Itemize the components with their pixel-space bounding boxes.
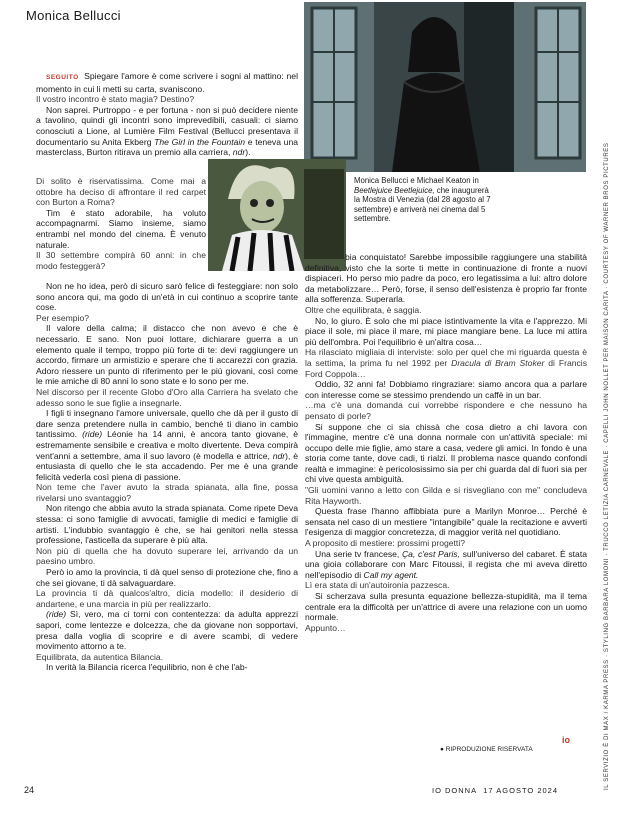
seguito-label: SEGUITO [46,74,79,81]
page-number: 24 [24,785,35,795]
copyright-notice: ● RIPRODUZIONE RISERVATA [440,746,533,753]
page-title: Monica Bellucci [26,8,121,23]
photo-monica-bellucci-illustration [304,2,586,172]
photo-credits: IL SERVIZIO È DI MAX / KARMA PRESS · STYLING BARBARA LOMONI · TRUCCO LETIZIA CARNEVALE · CAPELLI JOHN NOLLET PER MAISON CARITA · COURTESY OF WARNER BROS PICTURES [604,142,610,790]
right-column: bia conquistato! Sarebbe impossibile raggiungere una stabilità definitiva, visto che la sorte ti mette in continuazione di fronte a nuovi dispiaceri. Ho perso mio padre da poco, ero legatissima a lui: altro dolore da metabolizzare… Però, forse, il senso dell'esistenza è proprio far fronte alla sofferenza. Superarla. Oltre che equilibrata, è saggia. No, lo giuro. È solo che mi piace istintivamente la vita e l'apprezzo. Mi piace il sole, mi piace il mare, mi piace mangiare bene. La luce mi attira più dell'ombra. Poi l'equilibrio è un'altra cosa… Ha rilasciato migliaia di interviste: solo per quel che mi riguarda questa è la settima, la prima fu nel 1992 per Dracula di Bram Stoker di Francis Ford Coppola… Oddio, 32 anni fa! Dobbiamo ringraziare: siamo ancora qua a parlare con interesse come se stessimo prendendo un caffè in un bar. …ma c'è una domanda cui vorrebbe rispondere e che nessuno ha pensato di porle? Si suppone che ci sia chissà che cosa dietro a chi lavora con l'immagine, mentre c'è una donna normale con un'attività speciale: mi occupo delle mie figlie, amo stare a casa, vedere gli amici. In fondo è una storia come tante, dove cadi, ti rialzi. Il problema nasce quando confondi realtà e immagine: è pericolosissimo sia per chi guarda dal di fuori sia per chi vive questa ambiguità. "Gli uomini vanno a letto con Gilda e si risvegliano con me" concludeva Rita Hayworth. Questa frase l'hanno affibbiata pure a Marilyn Monroe… Perché è sensata nel caso di un mestiere "intangibile" quale la recitazione e avverti l'esigenza di maggior concretezza, di maggior verità nel quotidiano. A proposito di mestiere: prossimi progetti? Una serie tv francese, Ça, c'est Paris, sull'universo del cabaret. È stata una gioia collaborare con Marc Fitoussi, il regista che mi aveva diretto nell'episodio di Call my agent. Lì era stata di un'autoironia pazzesca. Si scherzava sulla presunta equazione bellezza-stupidità, ma il tema centrale era la difficoltà per un'attrice di avere una relazione con un uomo normale. Appunto… [305,252,587,633]
left-column-beside-photo: Di solito è riservatissima. Come mai a ottobre ha deciso di affrontare il red carpet con Burton a Roma? Tim è stato adorabile, ha voluto accompagnarmi. Siamo insieme, siamo entrambi nel mondo del cinema. È venuto naturale. Il 30 settembre compirà 60 anni: in che modo festeggerà? [36,176,206,271]
left-column-main: Non ne ho idea, però di sicuro sarò felice di festeggiare: non solo sono ancora qui, ma godo di un'età in cui continuo a scoprire tante cose. Per esempio? Il valore della calma; il distacco che non avevo e che è necessario. E sano. Non puoi lottare, dichiarare guerra a un elemento quale il tempo, troppo più forte di te: devi raggiungere un accordo, firmare un armistizio e sperare che ti accarezzi con grazia. Adoro riessere un punto di riferimento per le più giovani, così come le mie amiche di 80 anni lo sono state e lo sono per me. Nel discorso per il recente Globo d'Oro alla Carriera ha svelato che adesso sono le sue figlie a insegnarle. I figli ti insegnano l'amore universale, quello che dà per il gusto di dare senza pretendere nulla in cambio, benché ti diano in cambio tantissimo. (ride) Léonie ha 14 anni, è ancora tanto giovane, è estremamente sensibile e creativa e molto divertente. Deva compirà vent'anni a settembre, ama il suo lavoro (è modella e attrice, ndr), è entusiasta di quello che le sta accadendo. Per me è una grande felicità vederla così piena di passione. Non teme che l'aver avuto la strada spianata, alla fine, possa rivelarsi uno svantaggio? Non ritengo che abbia avuto la strada spianata. Come ripete Deva stessa: ci sono famiglie di avvocati, famiglie di medici e famiglie di artisti. L'indubbio svantaggio è che, se hai genitori nella stessa professione, l'asticella da superare è più alta. Non più di quella che ha dovuto superare lei, arrivando da un paesino umbro. Però io amo la provincia, ti dà quel senso di protezione che, fino a che sei giovane, ti dà salvaguardare. La provincia ti dà qualcos'altro, dicia modello: il desiderio di andartene, e una marcia in più per realizzarlo. (ride) Sì, vero, ma ci torni con contentezza: da adulta apprezzi sapori, come lentezze e dolcezza, che da giovane non sopportavi, presa dalla voglia di scoprire e di avere scambi, di vedere movimento attorno a te. Equilibrata, da autentica Bilancia. In verità la Bilancia ricerca l'equilibrio, non è che l'ab- [36,281,298,673]
left-column-top: SEGUITO Spiegare l'amore è come scrivere i sogni al mattino: nel momento in cui li metti su carta, svaniscono. Il vostro incontro è stato magia? Destino? Non saprei. Purtroppo - e per fortuna - non si può decidere niente a tavolino, quindi gli incontri sono imprevedibili, casuali: ci siamo conosciuti a Lione, al Lumière Film Festival (Bellucci presentava il documentario su Anita Ekberg The Girl in the Fountain e teneva una masterclass, Burton ritirava un premio alla carriera, ndr). [36,71,298,158]
photo-monica-bellucci [304,2,586,172]
photo-caption: Monica Bellucci e Michael Keaton in Beetlejuice Beetlejuice, che inaugurerà la Mostra di Venezia (dal 28 agosto al 7 settembre) e arriverà nei cinema dal 5 settembre. [354,176,491,224]
io-logo: io [562,735,570,745]
footer-info: IO DONNA 17 AGOSTO 2024 [432,786,558,795]
